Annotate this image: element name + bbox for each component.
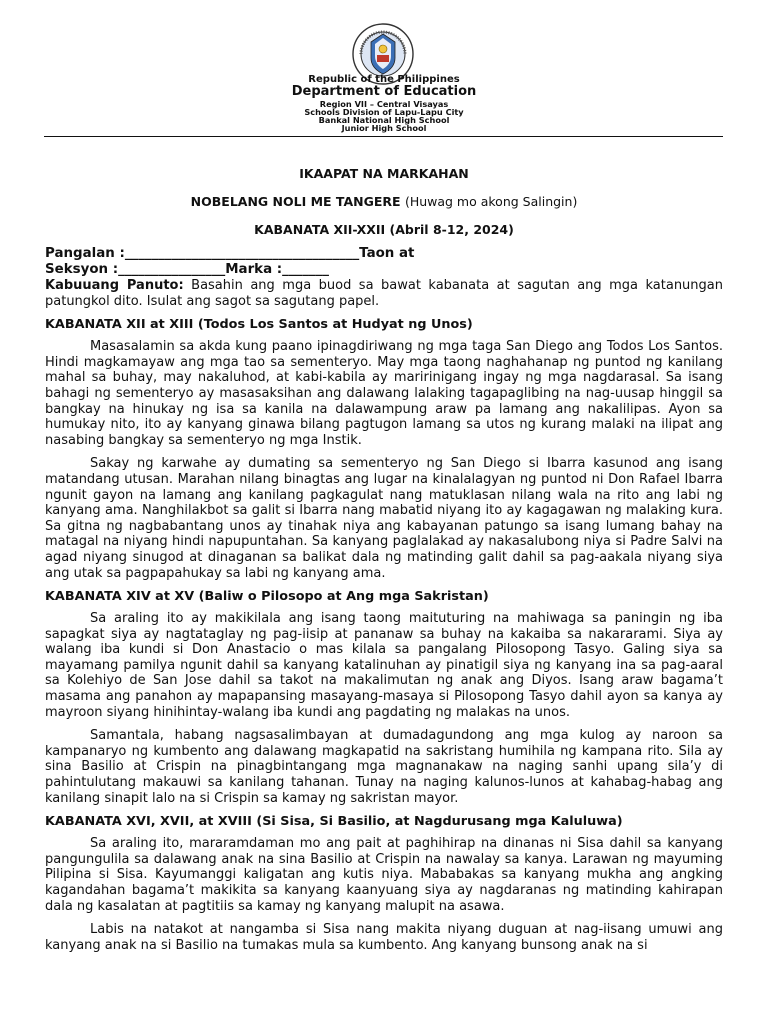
section-heading: KABANATA XVI, XVII, at XVIII (Si Sisa, Si Basilio, at Nagdurusang mga Kaluluwa)	[45, 814, 623, 830]
header-republic: Republic of the Philippines	[308, 74, 460, 85]
section-field[interactable]: Seksyon :________________Marka :_______	[45, 262, 329, 277]
paragraph: Masasalamin sa akda kung paano ipinagdiriwang ng mga taga San Diego ang Todos Los Santos. Hindi magkamayaw ang mga tao sa sementeryo. May mga taong naghahanap ng puntod ng kanilang mahal sa buhay, may nakaluhod, at kabi-kabila ay maririnigang ingay ng mga nagdarasal. Sa isang bahagi ng sementeryo ay masasaksihan ang dalawang lalaking tagapaglibing na nag-uusap hinggil sa bangkay na hinukay ng isa sa kanila na dalawampung araw pa lamang ang nakalilipas. Ayon sa humukay nito, ito ay kanyang ginawa bilang pagtugon lamang sa utos ng kurang malaki na ilipat ang nasabing bangkay sa sementeryo ng mga Instik.	[45, 339, 723, 448]
header-division: Schools Division of Lapu-Lapu City	[304, 107, 464, 117]
instructions-label: Kabuuang Panuto:	[45, 278, 184, 293]
instructions-text: Basahin ang mga buod sa bawat kabanata at sagutan ang mga katanungan patungkol dito. Isulat ang sagot sa sagutang papel.	[45, 278, 723, 309]
section-heading: KABANATA XII at XIII (Todos Los Santos at Hudyat ng Unos)	[45, 317, 473, 333]
name-field[interactable]: Pangalan :___________________________________Taon at	[45, 246, 415, 261]
student-info	[45, 246, 723, 278]
novel-title-sub: (Huwag mo akong Salingin)	[404, 194, 578, 209]
novel-title	[45, 194, 723, 209]
paragraph: Sakay ng karwahe ay dumating sa sementeryo ng San Diego si Ibarra kasunod ang isang matandang utusan. Marahan nilang binagtas ang lugar na kinalalagyan ng puntod ni Don Rafael Ibarra ngunit gayon na lamang ang kanilang pagkagulat nang matuklasan nilang wala na rito ang labi ng kanyang ama. Nanghilakbot sa galit si Ibarra nang mabatid niyang ito ay kagagawan ng malaking kura. Sa gitna ng nagbabantang unos ay tinahak niya ang kabayanan patungo sa isang lumang bahay na matagal na niyang hindi napupuntahan. Sa kanyang paglalakad ay nakasalubong niya si Padre Salvi na agad niyang sinugod at dinaganan sa balikat dala ng matinding galit dahil sa pag-aakala niyang siya ang utak sa pagpapahukay sa labi ng kanyang ama.	[45, 456, 723, 581]
chapters-title: KABANATA XII-XXII (Abril 8-12, 2024)	[254, 222, 514, 237]
paragraph: Labis na natakot at nangamba si Sisa nang makita niyang duguan at nag-iisang umuwi ang kanyang anak na si Basilio na tumakas mula sa kumbento. Ang kanyang bunsong anak na si	[45, 922, 723, 953]
section-heading: KABANATA XIV at XV (Baliw o Pilosopo at Ang mga Sakristan)	[45, 589, 489, 605]
quarter-title: IKAAPAT NA MARKAHAN	[299, 166, 469, 181]
header-region: Region VII – Central Visayas	[319, 99, 449, 109]
novel-title-bold: NOBELANG NOLI ME TANGERE	[190, 194, 401, 209]
document-body	[45, 160, 723, 961]
header-school: Bankal National High School	[318, 115, 450, 125]
paragraph: Sa araling ito, mararamdaman mo ang pait at paghihirap na dinanas ni Sisa dahil sa kanyang pangungulila sa dalawang anak na sina Basilio at Crispin na nawalay sa kanya. Larawan ng mayuming Pilipina si Sisa. Kayumanggi kaligatan ang kutis niya. Mababakas sa kanyang mukha ang angking kagandahan bagama’t makikita sa kanyang kaanyuang siya ay nagdaranas ng matinding kahirapan dala ng kasalatan at pagtitiis sa kamay ng kanyang malupit na asawa.	[45, 836, 723, 914]
paragraph: Samantala, habang nagsasalimbayan at dumadagundong ang mga kulog ay naroon sa kampanaryo ng kumbento ang dalawang magkapatid na sakristang humihila ng kampana rito. Sila ay sina Basilio at Crispin na pinagbintangang mga magnanakaw na naging sanhi upang sila’y di pahintulutang makauwi sa kanilang tahanan. Tunay na naging kalunos-lunos at kahabag-habag ang kanilang sinapit lalo na si Crispin sa kamay ng sakristan mayor.	[45, 728, 723, 806]
header-department: Department of Education	[291, 84, 477, 99]
instructions	[45, 278, 723, 309]
header-level: Junior High School	[341, 123, 427, 133]
paragraph: Sa araling ito ay makikilala ang isang taong maituturing na mahiwaga sa paningin ng iba sapagkat siya ay nagtataglay ng pag-iisip at pananaw sa buhay na kakaiba sa nakararami. Siya ay walang iba kundi si Don Anastacio o mas kilala sa pangalang Pilosopong Tasyo. Galing siya sa mayamang pamilya ngunit dahil sa kanyang katalinuhan ay pinatigil siya ng kanyang ina sa pag-aaral sa Kolehiyo de San Jose dahil sa takot na makalimutan ng anak ang Diyos. Isang araw bagama’t masama ang panahon ay mapapansing masayang-masaya si Pilosopong Tasyo dahil ayon sa kanya ay mayroon siyang hinihintay-walang iba kundi ang pagdating ng malakas na unos.	[45, 611, 723, 720]
header-divider	[44, 136, 723, 137]
